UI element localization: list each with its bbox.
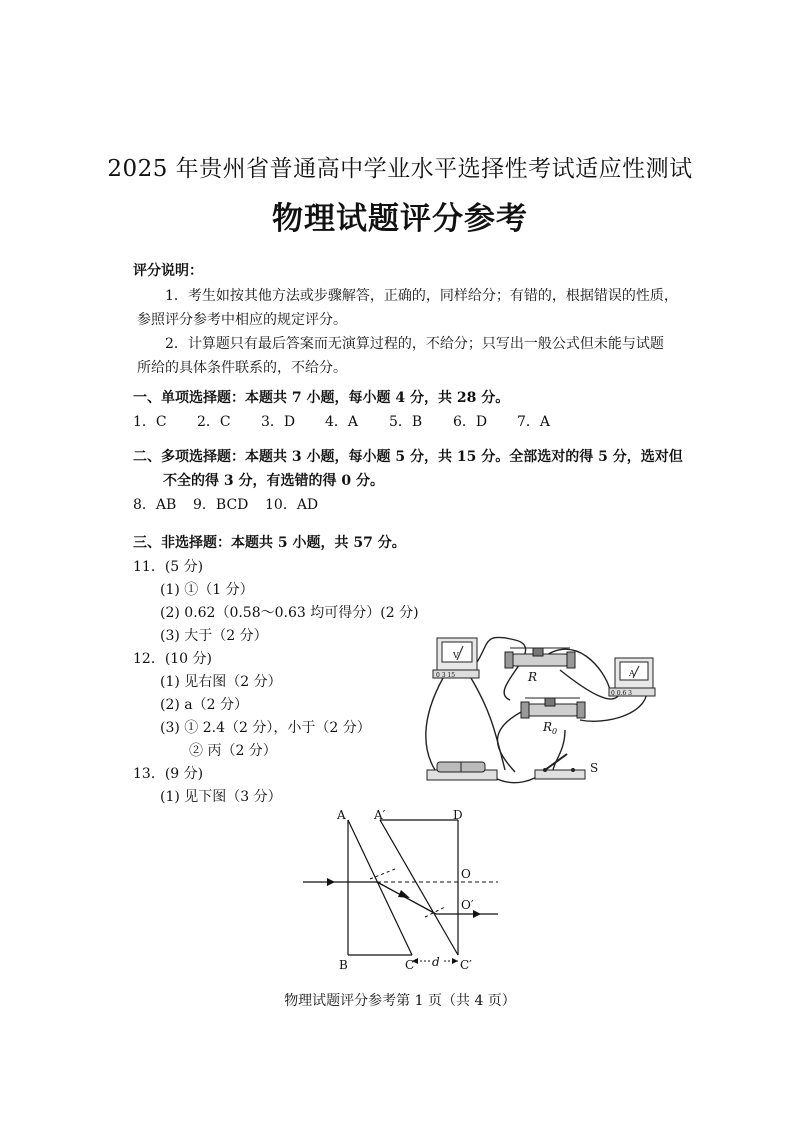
ray-arrow-1 — [327, 878, 335, 886]
prism-diagram — [295, 805, 505, 980]
label-d-distance: d — [432, 955, 440, 969]
section-1-answer: 2．C — [197, 414, 231, 430]
switch-label: S — [590, 761, 599, 775]
section-2-answer: 8．AB — [133, 497, 177, 513]
note-1-line-1: 1．考生如按其他方法或步骤解答，正确的，同样给分；有错的，根据错误的性质， — [165, 288, 678, 304]
q13-label: 13．(9 分) — [133, 766, 204, 782]
label-o: O — [461, 867, 471, 881]
q11-label: 11．(5 分) — [133, 559, 204, 575]
rheostat-r0 — [521, 698, 585, 736]
ammeter-label: A — [629, 669, 635, 678]
label-d: D — [453, 808, 463, 822]
section-1-answer: 3．D — [261, 414, 296, 430]
q11-part-3: (3) 大于（2 分） — [160, 628, 268, 644]
label-c: C — [405, 958, 415, 972]
q12-part-3: (3) ① 2.4（2 分），小于（2 分） — [160, 720, 371, 736]
voltmeter-label: V — [453, 651, 459, 660]
label-o-prime: O′ — [461, 898, 474, 912]
note-1-line-2: 参照评分参考中相应的规定评分。 — [137, 312, 347, 328]
page-footer: 物理试题评分参考第 1 页（共 4 页） — [284, 993, 516, 1009]
edge-a-prime-c-prime — [380, 820, 458, 955]
section-2-answer: 10．AD — [265, 497, 319, 513]
section-1-answer: 1．C — [133, 414, 167, 430]
q13-part-1: (1) 见下图（3 分） — [160, 789, 282, 805]
q12-part-4: ② 丙（2 分） — [189, 743, 277, 759]
edge-ac — [348, 820, 412, 955]
ray-arrow-2 — [398, 890, 410, 898]
voltmeter — [433, 638, 479, 679]
resistor-r0-label: $R_0$ — [543, 720, 558, 736]
battery — [427, 762, 497, 780]
circuit-diagram — [415, 630, 677, 790]
rheostat-r — [505, 648, 575, 684]
label-b: B — [339, 958, 348, 972]
document-title: 物理试题评分参考 — [272, 201, 528, 237]
ammeter-scale: 0 0.6 3 — [611, 690, 632, 697]
section-2-heading-line-1: 二、多项选择题：本题共 3 小题，每小题 5 分，共 15 分。全部选对的得 5 分，选对但 — [133, 449, 683, 465]
section-2-heading-line-2: 不全的得 3 分，有选错的得 0 分。 — [163, 473, 384, 489]
dimension-arrow-right — [452, 958, 458, 964]
section-2-answer: 9．BCD — [193, 497, 249, 513]
section-3-heading: 三、非选择题：本题共 5 小题，共 57 分。 — [133, 535, 406, 551]
switch — [535, 754, 598, 779]
q11-part-2: (2) 0.62（0.58～0.63 均可得分）(2 分) — [160, 605, 419, 621]
label-a-prime: A′ — [374, 808, 386, 822]
q11-part-1: (1) ①（1 分） — [160, 582, 254, 598]
voltmeter-scale: 0 3 15 — [436, 672, 456, 679]
q12-label: 12．(10 分) — [133, 651, 213, 667]
resistor-r-label: R — [528, 670, 538, 684]
q12-part-2: (2) a（2 分） — [160, 697, 248, 713]
section-1-answer: 5．B — [389, 414, 423, 430]
note-2-line-1: 2．计算题只有最后答案而无演算过程的，不给分；只写出一般公式但未能与试题 — [165, 336, 664, 352]
note-2-line-2: 所给的具体条件联系的，不给分。 — [137, 360, 347, 376]
exam-title: 2025 年贵州省普通高中学业水平选择性考试适应性测试 — [107, 156, 693, 182]
notes-heading: 评分说明： — [133, 263, 203, 279]
ammeter — [609, 658, 655, 697]
label-a: A — [337, 808, 346, 822]
q12-part-1: (1) 见右图（2 分） — [160, 674, 282, 690]
section-1-heading: 一、单项选择题：本题共 7 小题，每小题 4 分，共 28 分。 — [133, 390, 510, 406]
section-1-answer: 6．D — [453, 414, 488, 430]
section-1-answer: 7．A — [517, 414, 551, 430]
section-1-answer: 4．A — [325, 414, 359, 430]
label-c-prime: C′ — [460, 958, 472, 972]
ray-arrow-3 — [473, 910, 481, 918]
